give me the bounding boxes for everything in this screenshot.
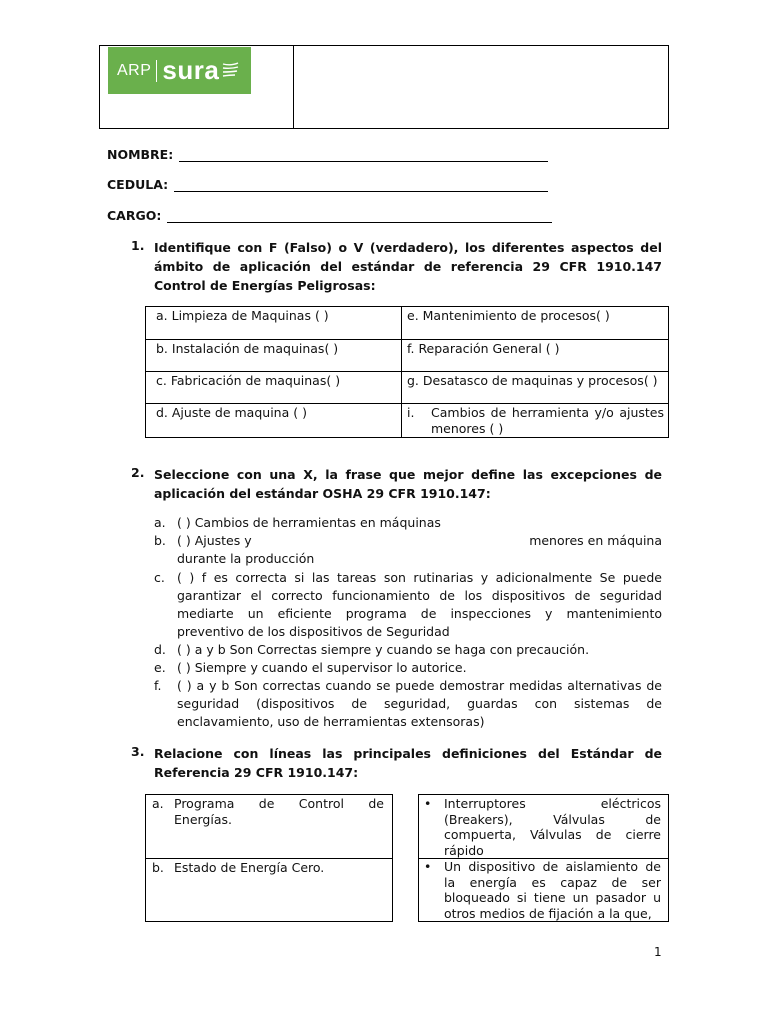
- cedula-line[interactable]: [174, 179, 548, 192]
- q1-item-d: d. Ajuste de maquina ( ): [146, 404, 402, 438]
- q1-item-i-text: Cambios de herramienta y/o ajustes menores ( ): [431, 405, 664, 436]
- nombre-label: NOMBRE:: [107, 147, 174, 162]
- q3-right-1-bullet: •: [424, 796, 432, 811]
- cedula-field[interactable]: [107, 177, 548, 192]
- q1-item-i-label: i.: [407, 405, 415, 420]
- q1-item-c: c. Fabricación de maquinas( ): [146, 372, 402, 404]
- q2-option-e[interactable]: [154, 659, 662, 677]
- nombre-line[interactable]: [179, 149, 548, 162]
- cedula-label: CEDULA:: [107, 177, 169, 192]
- q1-item-i: [402, 404, 669, 438]
- q1-text: Identifique con F (Falso) o V (verdadero), los diferentes aspectos del ámbito de aplicación del estándar de referencia 29 CFR 1910.147 Control de Energías Peligrosas:: [154, 240, 662, 293]
- nombre-field[interactable]: [107, 147, 548, 162]
- header-divider: [293, 45, 294, 129]
- q2-option-a[interactable]: [154, 514, 662, 532]
- q2-option-c-text: ( ) f es correcta si las tareas son rutinarias y adicionalmente Se puede garantizar el correcto funcionamiento de los dispositivos de seguridad mediarte un eficiente programa de inspecciones y mantenimiento preventivo de los dispositivos de Seguridad: [177, 570, 662, 639]
- q2-number: 2.: [131, 465, 145, 480]
- q3-left-b-text: Estado de Energía Cero.: [174, 860, 325, 875]
- q2-option-b[interactable]: [154, 532, 662, 568]
- q2-option-d-label: d.: [154, 642, 166, 657]
- q1-item-e: e. Mantenimiento de procesos( ): [402, 307, 669, 340]
- page-number: 1: [654, 945, 662, 959]
- q3-left-a-label: a.: [152, 796, 164, 811]
- arp-sura-logo: [108, 47, 251, 94]
- q3-left-b-label: b.: [152, 860, 164, 875]
- q2-option-d-text: ( ) a y b Son Correctas siempre y cuando se haga con precaución.: [177, 642, 590, 657]
- q1-item-g: g. Desatasco de maquinas y procesos( ): [402, 372, 669, 404]
- q2-option-b-text-a: ( ) Ajustes y: [177, 533, 252, 548]
- q1-table: [145, 306, 669, 438]
- q3-left-a-text: Energías.: [174, 812, 232, 827]
- q2-option-b-text-b: menores en máquina: [529, 533, 662, 548]
- q2-option-f[interactable]: [154, 677, 662, 731]
- q3-number: 3.: [131, 744, 145, 759]
- cargo-line[interactable]: [167, 210, 552, 223]
- q2-option-a-label: a.: [154, 515, 166, 530]
- q2-option-e-label: e.: [154, 660, 166, 675]
- q3-right-2-bullet: •: [424, 859, 432, 874]
- cargo-field[interactable]: [107, 208, 552, 223]
- q2-option-e-text: ( ) Siempre y cuando el supervisor lo autorice.: [177, 660, 467, 675]
- q3-right-2-text: Un dispositivo de aislamiento de la energía es capaz de ser bloqueado si tiene un pasador u otros medios de fijación a la que,: [444, 859, 661, 921]
- logo-wings-icon: [221, 60, 241, 82]
- q2-option-c-label: c.: [154, 570, 165, 585]
- q1-item-b: b. Instalación de maquinas( ): [146, 340, 402, 372]
- q2-option-d[interactable]: [154, 641, 662, 659]
- q3-left-a-text-line1: Programa de Control de: [174, 796, 384, 811]
- logo-arp-text: ARP: [117, 61, 152, 79]
- q2-text: Seleccione con una X, la frase que mejor define las excepciones de aplicación del estándar OSHA 29 CFR 1910.147:: [154, 467, 662, 501]
- q2-option-f-text: ( ) a y b Son correctas cuando se puede demostrar medidas alternativas de seguridad (dispositivos de seguridad, guardas con sistemas de enclavamiento, uso de herramientas extensoras): [177, 678, 662, 729]
- cargo-label: CARGO:: [107, 208, 162, 223]
- q2-option-b-label: b.: [154, 533, 166, 548]
- q1-number: 1.: [131, 238, 145, 253]
- q1-item-f: f. Reparación General ( ): [402, 340, 669, 372]
- q1-item-a: a. Limpieza de Maquinas ( ): [146, 307, 402, 340]
- logo-sura-text: sura: [162, 55, 220, 85]
- q2-option-c[interactable]: [154, 569, 662, 641]
- q2-option-b-text-c: durante la producción: [177, 551, 315, 566]
- q2-option-f-label: f.: [154, 678, 162, 693]
- q3-right-1-text: Interruptores eléctricos (Breakers), Válvulas de compuerta, Válvulas de cierre rápido: [444, 796, 661, 858]
- q3-text: Relacione con líneas las principales definiciones del Estándar de Referencia 29 CFR 1910.147:: [154, 746, 662, 780]
- logo-separator: [156, 60, 157, 82]
- q2-option-a-text: ( ) Cambios de herramientas en máquinas: [177, 515, 441, 530]
